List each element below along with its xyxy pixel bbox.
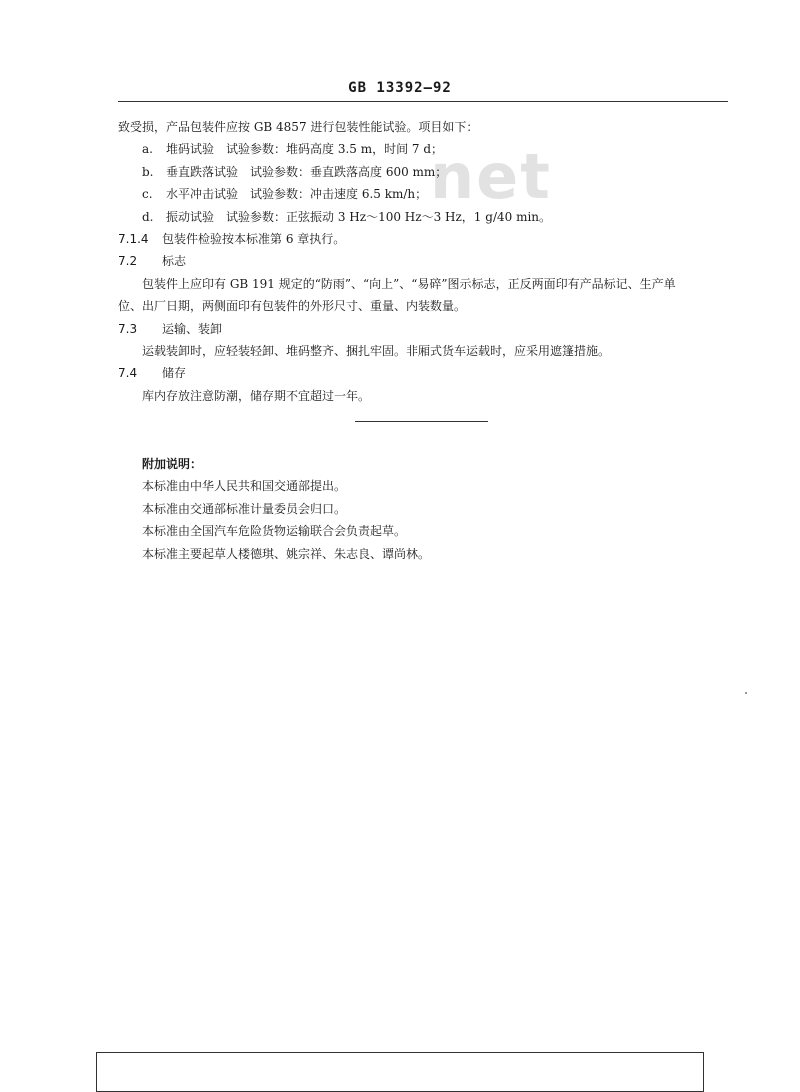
section-7-4-line-1: 库内存放注意防潮，储存期不宜超过一年。 bbox=[142, 388, 371, 403]
test-letter: d. bbox=[142, 209, 154, 224]
section-number: 7.3 bbox=[118, 321, 138, 336]
section-text: 包装件检验按本标准第 6 章执行。 bbox=[162, 232, 346, 247]
test-params: 试验参数：冲击速度 6.5 km/h； bbox=[250, 187, 428, 202]
test-item-b bbox=[118, 161, 738, 183]
section-number: 7.1.4 bbox=[118, 232, 149, 247]
appendix-line: 本标准由中华人民共和国交通部提出。 bbox=[142, 479, 347, 494]
test-name: 水平冲击试验 bbox=[166, 187, 239, 202]
section-title: 储存 bbox=[162, 366, 187, 381]
end-of-text-divider bbox=[355, 421, 488, 422]
section-7-1-4 bbox=[118, 228, 738, 250]
test-letter: b. bbox=[142, 164, 154, 179]
section-7-2-heading bbox=[118, 250, 738, 272]
test-letter: a. bbox=[142, 142, 153, 157]
standard-code-header: GB 13392—92 bbox=[348, 80, 452, 96]
appendix-line: 本标准由交通部标准计量委员会归口。 bbox=[142, 501, 347, 516]
test-params: 试验参数：正弦振动 3 Hz～100 Hz～3 Hz，1 g/40 min。 bbox=[226, 209, 552, 224]
section-title: 运输、装卸 bbox=[162, 321, 223, 336]
appendix-line: 本标准主要起草人楼德琪、姚宗祥、朱志良、谭尚林。 bbox=[142, 546, 431, 561]
test-params: 试验参数：堆码高度 3.5 m，时间 7 d； bbox=[226, 142, 444, 157]
test-params: 试验参数：垂直跌落高度 600 mm； bbox=[250, 164, 448, 179]
section-7-2-line-2: 位、出厂日期，两侧面印有包装件的外形尺寸、重量、内装数量。 bbox=[118, 299, 467, 314]
section-7-4-heading bbox=[118, 362, 738, 384]
appendix-line: 本标准由全国汽车危险货物运输联合会负责起草。 bbox=[142, 524, 407, 539]
test-name: 振动试验 bbox=[166, 209, 215, 224]
test-item-c bbox=[118, 183, 738, 205]
appendix-title: 附加说明： bbox=[142, 457, 203, 471]
bottom-frame bbox=[96, 1052, 704, 1092]
test-letter: c. bbox=[142, 187, 153, 202]
header-rule bbox=[118, 101, 728, 102]
section-number: 7.4 bbox=[118, 366, 138, 381]
test-item-a bbox=[118, 138, 738, 160]
section-title: 标志 bbox=[162, 254, 187, 269]
appendix-notes bbox=[142, 453, 742, 565]
watermark: net bbox=[430, 140, 552, 213]
test-name: 堆码试验 bbox=[166, 142, 215, 157]
section-7-3-heading bbox=[118, 318, 738, 340]
scan-speck bbox=[745, 692, 747, 694]
test-name: 垂直跌落试验 bbox=[166, 164, 239, 179]
section-7-3-line-1: 运载装卸时，应轻装轻卸、堆码整齐、捆扎牢固。非厢式货车运载时，应采用遮篷措施。 bbox=[142, 344, 611, 359]
test-item-d bbox=[118, 206, 738, 228]
section-7-2-line-1: 包装件上应印有 GB 191 规定的“防雨”、“向上”、“易碎”图示标志，正反两面印有产品标记、生产单 bbox=[142, 276, 676, 291]
body-text bbox=[118, 116, 738, 407]
intro-line: 致受损，产品包装件应按 GB 4857 进行包装性能试验。项目如下： bbox=[118, 120, 479, 134]
section-number: 7.2 bbox=[118, 254, 138, 269]
